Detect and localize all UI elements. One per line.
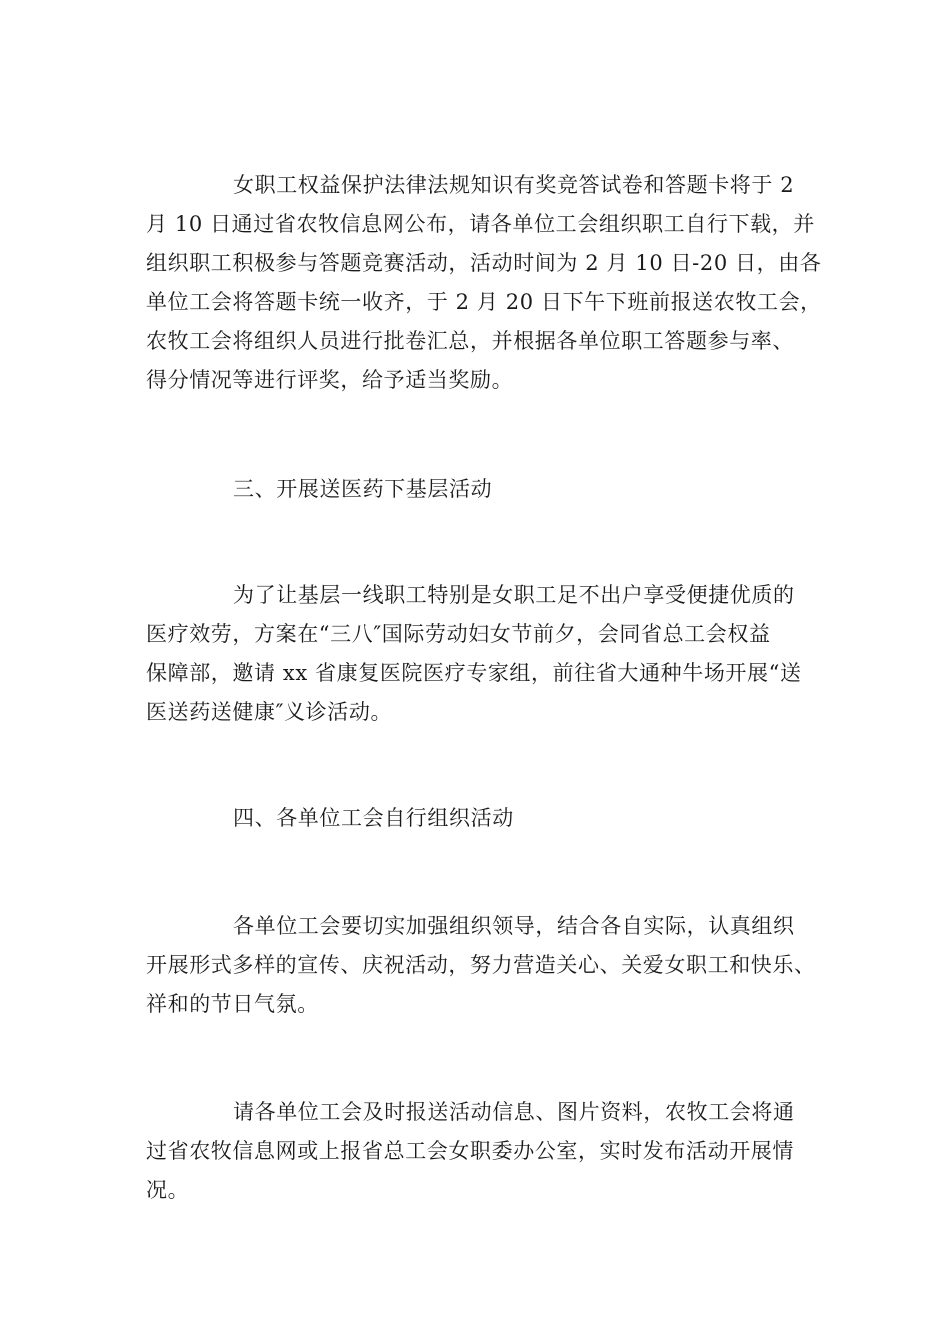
paragraph-2-line-4: 医送药送健康″义诊活动。 bbox=[146, 700, 393, 724]
section-heading-3: 三、开展送医药下基层活动 bbox=[233, 477, 493, 501]
paragraph-2-line-1: 为了让基层一线职工特别是女职工足不出户享受便捷优质的 bbox=[233, 583, 795, 607]
paragraph-3-line-3: 祥和的节日气氛。 bbox=[146, 992, 319, 1016]
paragraph-1-line-5: 农牧工会将组织人员进行批卷汇总，并根据各单位职工答题参与率、 bbox=[146, 329, 794, 353]
paragraph-1-line-3: 组织职工积极参与答题竞赛活动，活动时间为 2 月 10 日-20 日，由各 bbox=[146, 251, 822, 275]
paragraph-1-line-4: 单位工会将答题卡统一收齐，于 2 月 20 日下午下班前报送农牧工会， bbox=[146, 290, 822, 314]
paragraph-1-line-6: 得分情况等进行评奖，给予适当奖励。 bbox=[146, 368, 514, 392]
paragraph-1-line-1: 女职工权益保护法律法规知识有奖竞答试卷和答题卡将于 2 bbox=[233, 173, 795, 197]
paragraph-2-line-3: 保障部，邀请 xx 省康复医院医疗专家组，前往省大通种牛场开展“送 bbox=[146, 661, 802, 685]
paragraph-2-line-2: 医疗效劳，方案在“三八″国际劳动妇女节前夕，会同省总工会权益 bbox=[146, 622, 771, 646]
paragraph-4-line-2: 过省农牧信息网或上报省总工会女职委办公室，实时发布活动开展情 bbox=[146, 1139, 794, 1163]
paragraph-1-line-2: 月 10 日通过省农牧信息网公布，请各单位工会组织职工自行下载，并 bbox=[146, 212, 815, 236]
paragraph-4-line-1: 请各单位工会及时报送活动信息、图片资料，农牧工会将通 bbox=[233, 1100, 795, 1124]
paragraph-3-line-2: 开展形式多样的宣传、庆祝活动，努力营造关心、关爱女职工和快乐、 bbox=[146, 953, 816, 977]
section-heading-4: 四、各单位工会自行组织活动 bbox=[233, 806, 514, 830]
paragraph-3-line-1: 各单位工会要切实加强组织领导，结合各自实际，认真组织 bbox=[233, 914, 795, 938]
paragraph-4-line-3: 况。 bbox=[146, 1178, 190, 1202]
